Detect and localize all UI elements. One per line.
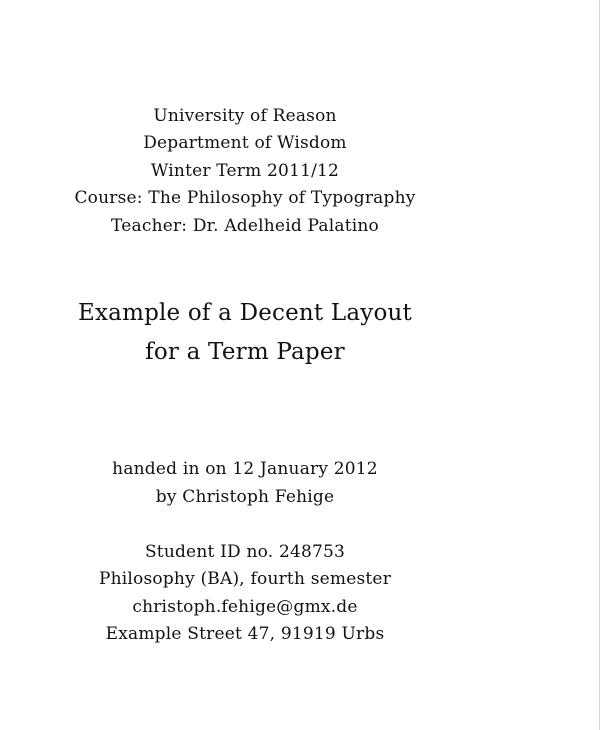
email-address: christoph.fehige@gmx.de	[132, 597, 358, 617]
paper-title-line-1: Example of a Decent Layout	[78, 300, 412, 326]
term: Winter Term 2011/12	[150, 161, 340, 181]
paper-title-line-2: for a Term Paper	[145, 339, 345, 365]
study-program: Philosophy (BA), fourth semester	[98, 569, 392, 589]
student-id: Student ID no. 248753	[144, 542, 346, 562]
handed-in-date: handed in on 12 January 2012	[112, 459, 378, 479]
course: Course: The Philosophy of Typography	[74, 188, 416, 208]
teacher: Teacher: Dr. Adelheid Palatino	[111, 216, 379, 236]
author: by Christoph Fehige	[155, 487, 335, 507]
department-name: Department of Wisdom	[143, 133, 347, 153]
university-name: University of Reason	[153, 106, 337, 126]
postal-address: Example Street 47, 91919 Urbs	[105, 624, 385, 644]
